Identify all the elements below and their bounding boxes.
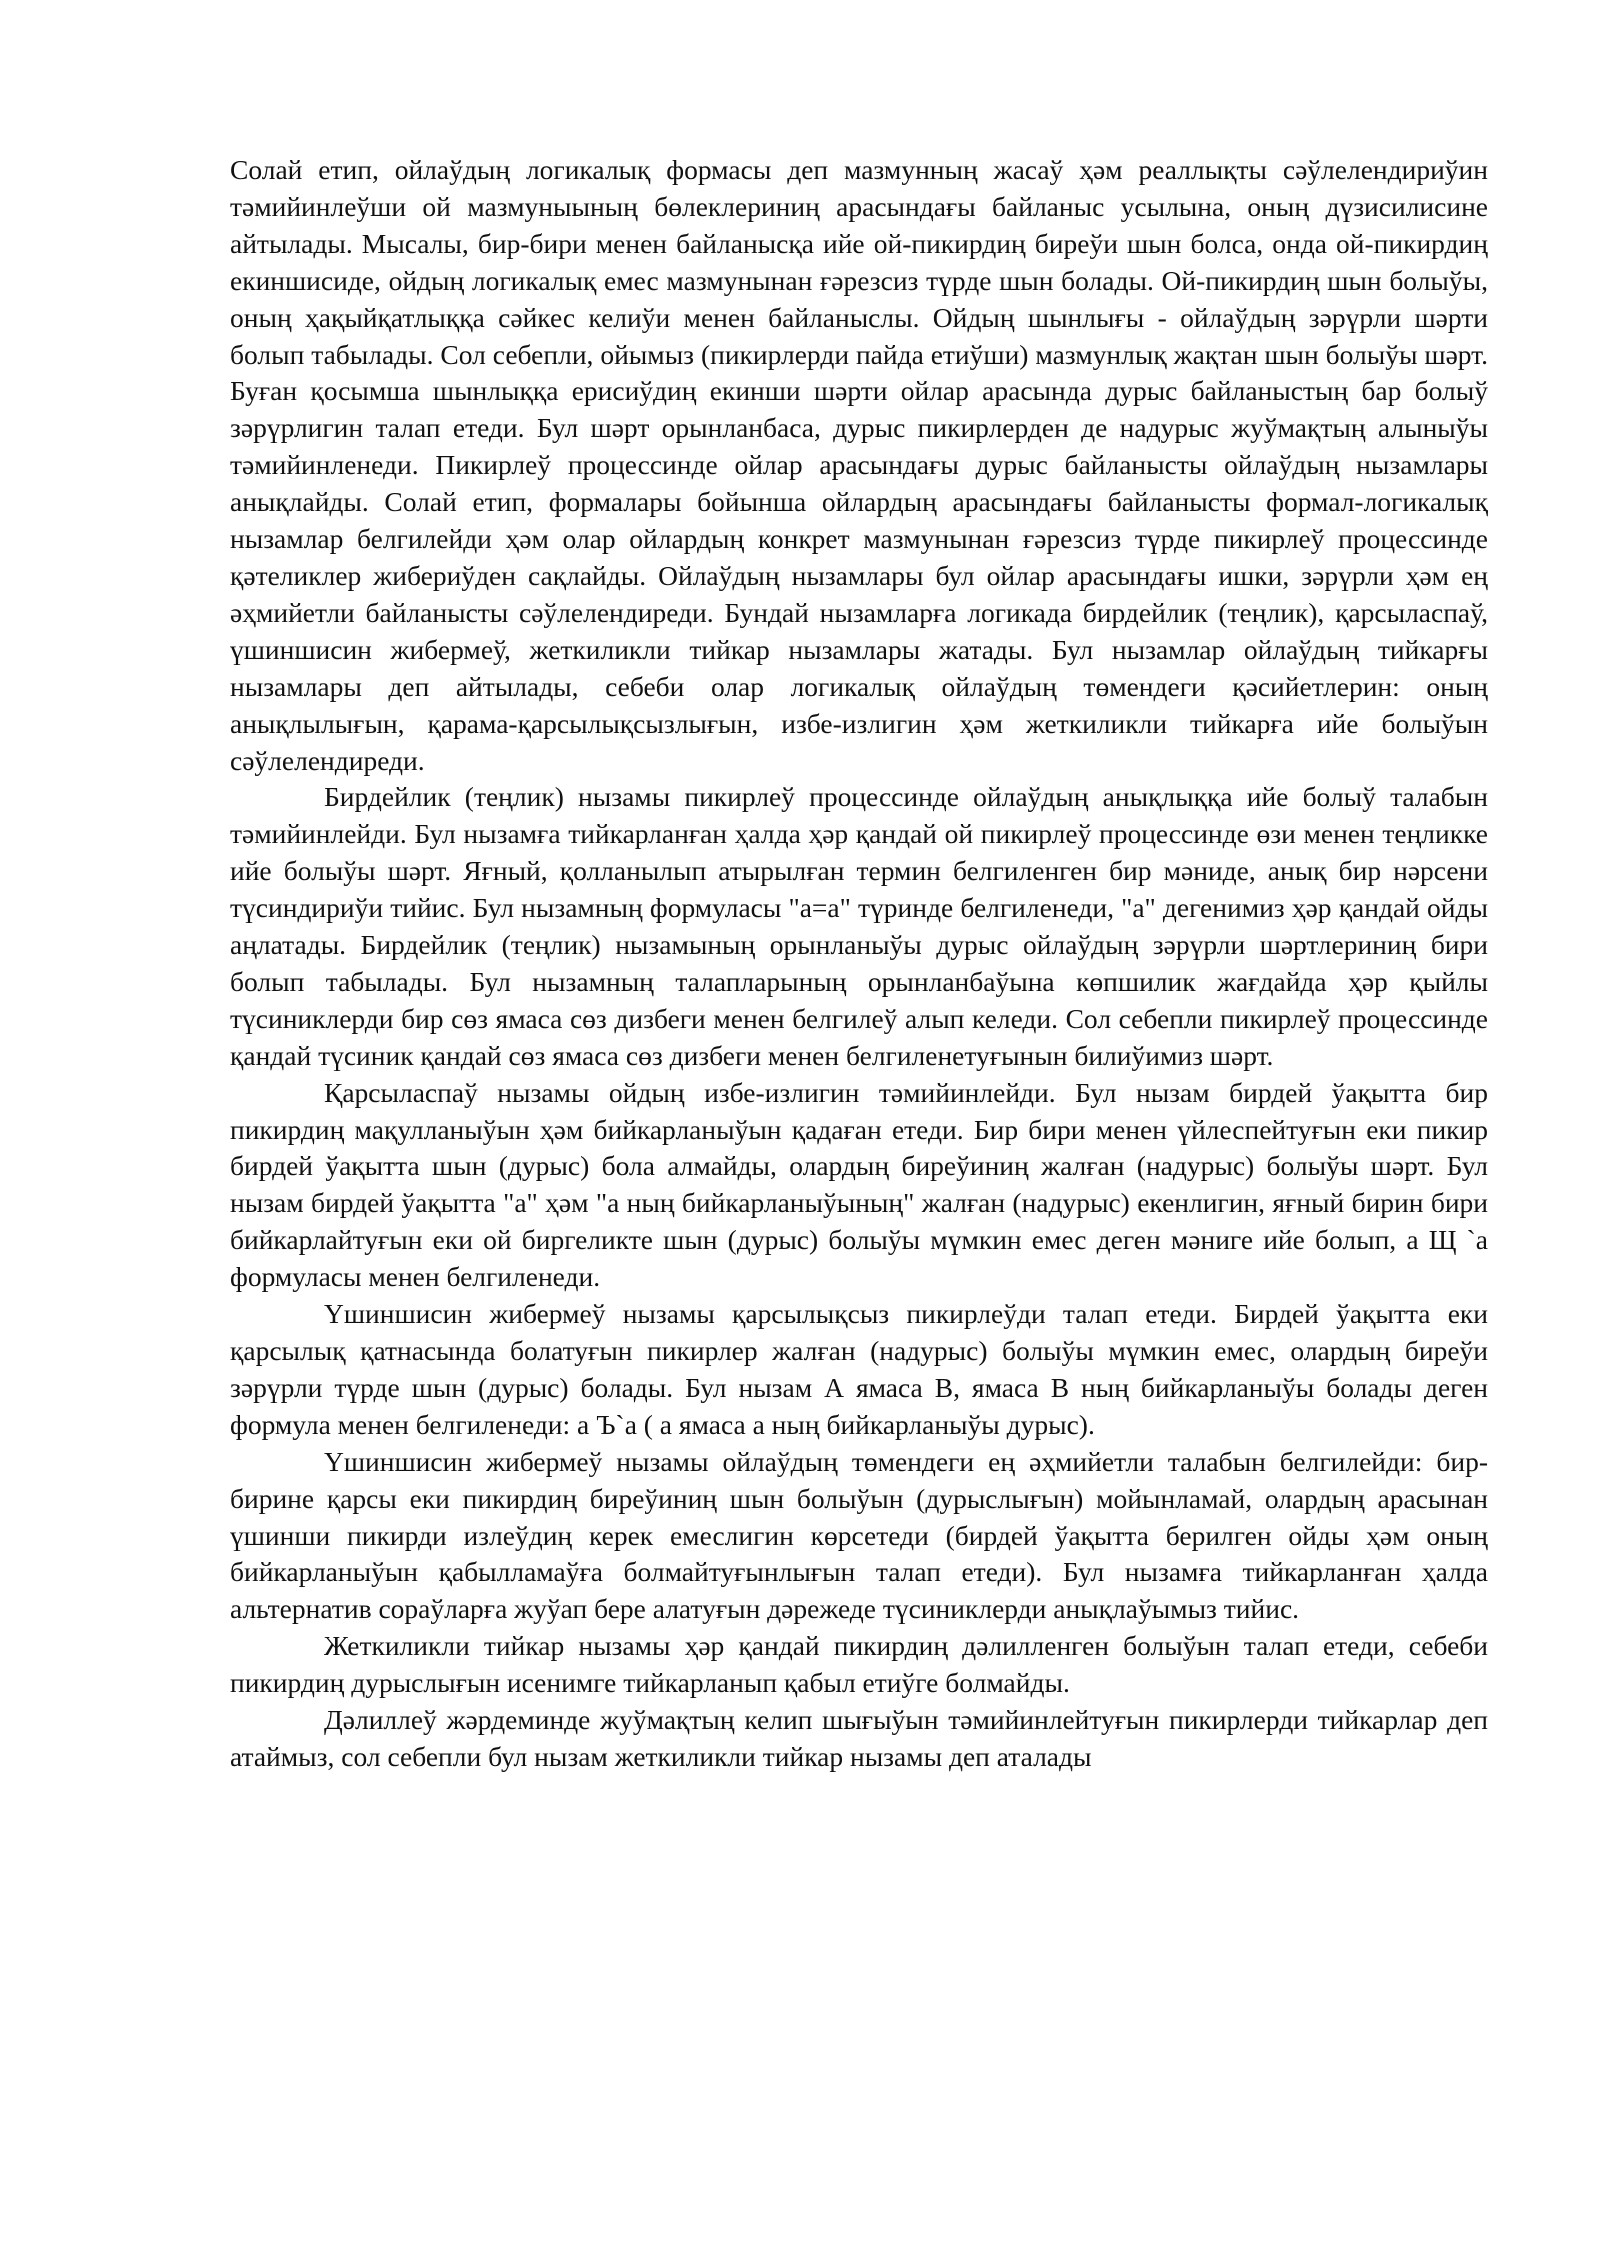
paragraph-2: Бирдейлик (теңлик) нызамы пикирлеў процессинде ойлаўдың анықлыққа ийе болыў талабын тәмийинлейди. Бул нызамға тийкарланған ҳалда ҳәр қандай ой пикирлеў процессинде өзи менен теңликке ийе болыўы шәрт. Яғный, қолланылып атырылған термин белгиленген бир мәниде, анық бир нәрсени түсиндириўи тийис. Бул нызамның формуласы "а=а" түринде белгиленеди, "а" дегенимиз ҳәр қандай ойды аңлатады. Бирдейлик (теңлик) нызамының орынланыўы дурыс ойлаўдың зәрүрли шәртлериниң бири болып табылады. Бул нызамның талапларының орынланбаўына көпшилик жағдайда ҳәр қыйлы түсиниклерди бир сөз ямаса сөз дизбеги менен белгилеў алып келеди. Сол себепли пикирлеў процессинде қандай түсиник қандай сөз ямаса сөз дизбеги менен белгиленетуғынын билиўимиз шәрт. — [230, 781, 1488, 1071]
paragraph-7: Дәлиллеў жәрдеминде жуўмақтың келип шығыўын тәмийинлейтуғын пикирлерди тийкарлар деп атаймыз, сол себепли бул нызам жеткиликли тийкар нызамы деп аталады — [230, 1704, 1488, 1772]
paragraph-5: Үшиншисин жибермеў нызамы ойлаўдың төмендеги ең әҳмийетли талабын белгилейди: бир-бирине қарсы еки пикирдиң биреўиниң шын болыўын (дурыслығын) мойынламай, олардың арасынан үшинши пикирди излеўдиң керек емеслигин көрсетеди (бирдей ўақытта берилген ойды ҳәм оның бийкарланыўын қабылламаўға болмайтуғынлығын талап етеди). Бул нызамға тийкарланған ҳалда альтернатив сораўларға жуўап бере алатуғын дәрежеде түсиниклерди анықлаўымыз тийис. — [230, 1445, 1488, 1625]
paragraph-6: Жеткиликли тийкар нызамы ҳәр қандай пикирдиң дәлилленген болыўын талап етеди, себеби пикирдиң дурыслығын исенимге тийкарланып қабыл етиўге болмайды. — [230, 1630, 1488, 1699]
document-page — [230, 152, 1488, 1776]
paragraph-1: Солай етип, ойлаўдың логикалық формасы деп мазмунның жасаў ҳәм реаллықты сәўлелендириўин тәмийинлеўши ой мазмуныының бөлеклериниң арасындағы байланыс усылына, оның дүзисилисине айтылады. Мысалы, бир-бири менен байланысқа ийе ой-пикирдиң биреўи шын болса, онда ой-пикирдиң екиншисиде, ойдың логикалық емес мазмунынан ғәрезсиз түрде шын болады. Ой-пикирдиң шын болыўы, оның ҳақыйқатлыққа сәйкес келиўи менен байланыслы. Ойдың шынлығы - ойлаўдың зәрүрли шәрти болып табылады. Сол себепли, ойымыз (пикирлерди пайда етиўши) мазмунлық жақтан шын болыўы шәрт. Буған қосымша шынлыққа ерисиўдиң екинши шәрти ойлар арасында дурыс байланыстың бар болыў зәрүрлигин талап етеди. Бул шәрт орынланбаса, дурыс пикирлерден де надурыс жуўмақтың алыныўы тәмийинленеди. Пикирлеў процессинде ойлар арасындағы дурыс байланысты ойлаўдың нызамлары анықлайды. Солай етип, формалары бойынша ойлардың арасындағы байланысты формал-логикалық нызамлар белгилейди ҳәм олар ойлардың конкрет мазмунынан ғәрезсиз түрде пикирлеў процессинде қәтеликлер жибериўден сақлайды. Ойлаўдың нызамлары бул ойлар арасындағы ишки, зәрүрли ҳәм ең әҳмийетли байланысты сәўлелендиреди. Бундай нызамларға логикада бирдейлик (теңлик), қарсыласпаў, үшиншисин жибермеў, жеткиликли тийкар нызамлары жатады. Бул нызамлар ойлаўдың тийкарғы нызамлары деп айтылады, себеби олар логикалық ойлаўдың төмендеги қәсийетлерин: оның анықлылығын, қарама-қарсылықсызлығын, избе-излигин ҳәм жеткиликли тийкарға ийе болыўын сәўлелендиреди. — [230, 154, 1488, 776]
paragraph-4: Үшиншисин жибермеў нызамы қарсылықсыз пикирлеўди талап етеди. Бирдей ўақытта еки қарсылық қатнасында болатуғын пикирлер жалған (надурыс) болыўы мүмкин емес, олардың биреўи зәрүрли түрде шын (дурыс) болады. Бул нызам А ямаса В, ямаса В ның бийкарланыўы болады деген формула менен белгиленеди: а Ъ`а ( а ямаса а ның бийкарланыўы дурыс). — [230, 1298, 1488, 1440]
paragraph-3: Қарсыласпаў нызамы ойдың избе-излигин тәмийинлейди. Бул нызам бирдей ўақытта бир пикирдиң мақулланыўын ҳәм бийкарланыўын қадаған етеди. Бир бири менен үйлеспейтуғын еки пикир бирдей ўақытта шын (дурыс) бола алмайды, олардың биреўиниң жалған (надурыс) болыўы шәрт. Бул нызам бирдей ўақытта "а" ҳәм "а ның бийкарланыўының" жалған (надурыс) екенлигин, яғный бирин бири бийкарлайтуғын еки ой биргеликте шын (дурыс) болыўы мүмкин емес деген мәниге ийе болып, а Щ `а формуласы менен белгиленеди. — [230, 1076, 1488, 1293]
